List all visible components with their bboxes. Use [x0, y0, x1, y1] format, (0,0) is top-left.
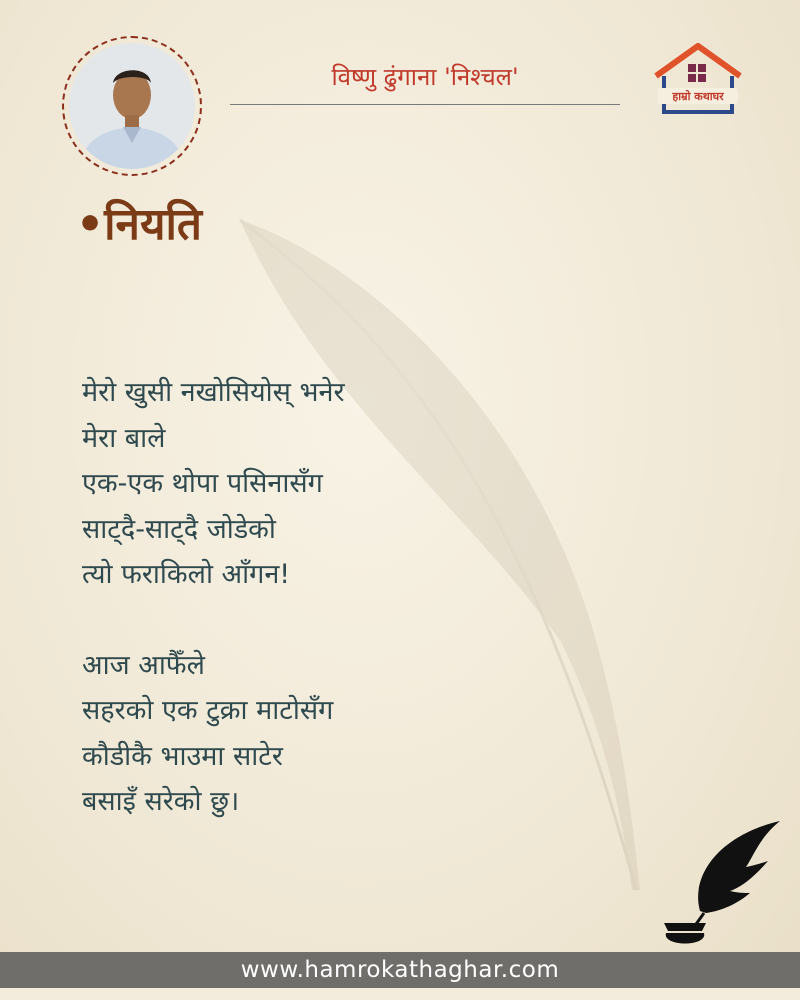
author-name: विष्णु ढुंगाना 'निश्चल' [331, 63, 519, 91]
house-logo-icon [650, 42, 746, 118]
quill-inkpot-icon [650, 815, 790, 955]
author-photo-icon [69, 43, 195, 169]
poem-line: आज आफैँले [82, 649, 205, 681]
poem-line: सहरको एक टुक्रा माटोसँग [82, 695, 334, 726]
poem-line: त्यो फराकिलो आँगन! [82, 559, 291, 590]
poem-body [82, 370, 344, 825]
author-divider [230, 104, 620, 105]
poem-line: बसाइँ सरेको छु। [82, 786, 240, 817]
author-avatar [62, 36, 202, 176]
poem-line: मेरो खुसी नखोसियोस् भनेर [82, 377, 345, 408]
poem-line: साट्दै-साट्दै जोडेको [82, 513, 276, 545]
poem-line: एक-एक थोपा पसिनासँग [82, 468, 323, 499]
footer-margin [0, 988, 800, 1000]
stanza-gap [82, 598, 344, 643]
poem-title: •नियति [76, 199, 202, 250]
website-footer: www.hamrokathaghar.com [0, 952, 800, 988]
poem-line: मेरा बाले [82, 422, 166, 454]
poem-line: कौडीकै भाउमा साटेर [82, 740, 283, 772]
logo-text: हाम्रो कथाघर [672, 90, 724, 103]
